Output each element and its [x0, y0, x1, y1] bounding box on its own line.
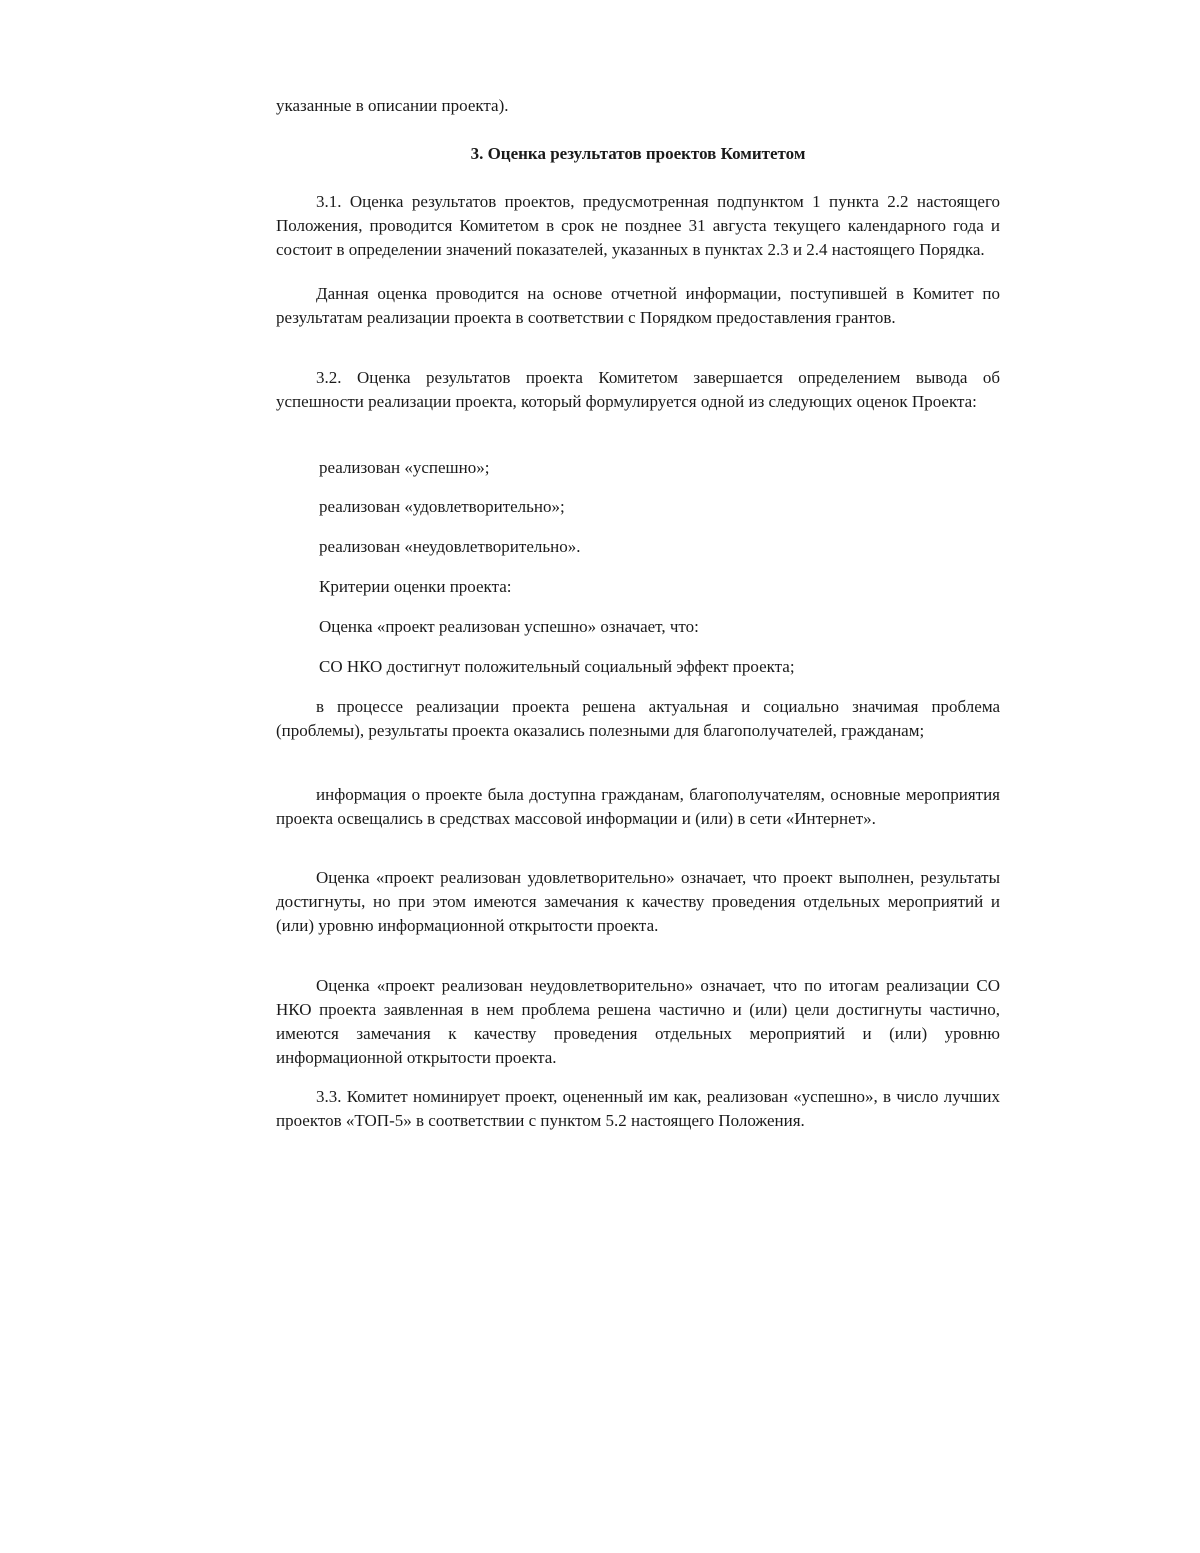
paragraph-3-2: 3.2. Оценка результатов проекта Комитетом завершается определением вывода об успешности реализации проекта, который формулируется одной из следующих оценок Проекта: [276, 368, 1000, 411]
criteria-label: Критерии оценки проекта: [319, 577, 512, 596]
paragraph-unsatisfactory: Оценка «проект реализован неудовлетворительно» означает, что по итогам реализации СО НКО проекта заявленная в нем проблема решена частично и (или) цели достигнуты частично, имеются замечания к качеству проведения отдельных мероприятий и (или) уровню информационной открытости проекта. [276, 976, 1000, 1067]
grade-successful: реализован «успешно»; [319, 458, 490, 477]
continuation-text: указанные в описании проекта). [276, 96, 509, 115]
grade-satisfactory: реализован «удовлетворительно»; [319, 497, 565, 516]
section-title: 3. Оценка результатов проектов Комитетом [470, 144, 806, 163]
success-point-3: информация о проекте была доступна гражданам, благополучателям, основные мероприятия проекта освещались в средствах массовой информации и (или) в сети «Интернет». [276, 785, 1000, 828]
paragraph-3-1: 3.1. Оценка результатов проектов, предусмотренная подпунктом 1 пункта 2.2 настоящего Положения, проводится Комитетом в срок не позднее 31 августа текущего календарного года и состоит в определении значений показателей, указанных в пунктах 2.3 и 2.4 настоящего Порядка. [276, 192, 1000, 259]
paragraph-3-3: 3.3. Комитет номинирует проект, оцененный им как, реализован «успешно», в число лучших проектов «ТОП-5» в соответствии с пунктом 5.2 настоящего Положения. [276, 1087, 1000, 1130]
paragraph-satisfactory: Оценка «проект реализован удовлетворительно» означает, что проект выполнен, результаты достигнуты, но при этом имеются замечания к качеству проведения отдельных мероприятий и (или) уровню информационной открытости проекта. [276, 868, 1000, 935]
success-intro: Оценка «проект реализован успешно» означает, что: [319, 617, 699, 636]
grade-unsatisfactory: реализован «неудовлетворительно». [319, 537, 581, 556]
success-point-2: в процессе реализации проекта решена актуальная и социально значимая проблема (проблемы), результаты проекта оказались полезными для благополучателей, гражданам; [276, 697, 1000, 740]
success-point-1: СО НКО достигнут положительный социальный эффект проекта; [319, 657, 795, 676]
paragraph-3-1-b: Данная оценка проводится на основе отчетной информации, поступившей в Комитет по результатам реализации проекта в соответствии с Порядком предоставления грантов. [276, 284, 1000, 327]
